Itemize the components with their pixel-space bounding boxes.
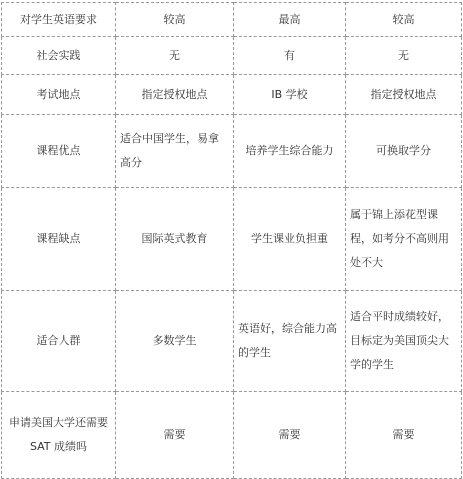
table-cell: 多数学生 [116,291,234,392]
table-cell: 较高 [346,3,462,37]
table-cell: 指定授权地点 [116,75,234,115]
row-label: 社会实践 [2,37,116,75]
table-cell: 英语好，综合能力高的学生 [234,291,346,392]
table-cell: 属于锦上添花型课程，如考分不高则用处不大 [346,188,462,291]
table-cell: 可换取学分 [346,115,462,188]
table-row-suitable-audience [2,291,462,392]
table-cell: 国际英式教育 [116,188,234,291]
table-cell: 较高 [116,3,234,37]
table-row-social-practice [2,37,462,75]
table-cell: 最高 [234,3,346,37]
row-label: 对学生英语要求 [2,3,116,37]
table-cell: 无 [346,37,462,75]
table-row-course-advantages [2,115,462,188]
table-row-course-disadvantages [2,188,462,291]
table-cell: IB 学校 [234,75,346,115]
table-cell: 无 [116,37,234,75]
table-row-sat-required [2,392,462,479]
table-row-exam-location [2,75,462,115]
table-cell: 适合中国学生，易拿高分 [116,115,234,188]
row-label: 课程缺点 [2,188,116,291]
row-label: 适合人群 [2,291,116,392]
comparison-table [1,2,462,479]
table-cell: 适合平时成绩较好，目标定为美国顶尖大学的学生 [346,291,462,392]
table-row-english-requirement [2,3,462,37]
table-cell: 培养学生综合能力 [234,115,346,188]
table-cell: 学生课业负担重 [234,188,346,291]
row-label: 课程优点 [2,115,116,188]
table-cell: 有 [234,37,346,75]
row-label: 申请美国大学还需要SAT 成绩吗 [2,392,116,479]
table-cell: 需要 [116,392,234,479]
row-label: 考试地点 [2,75,116,115]
table-cell: 需要 [234,392,346,479]
table-cell: 指定授权地点 [346,75,462,115]
table-cell: 需要 [346,392,462,479]
